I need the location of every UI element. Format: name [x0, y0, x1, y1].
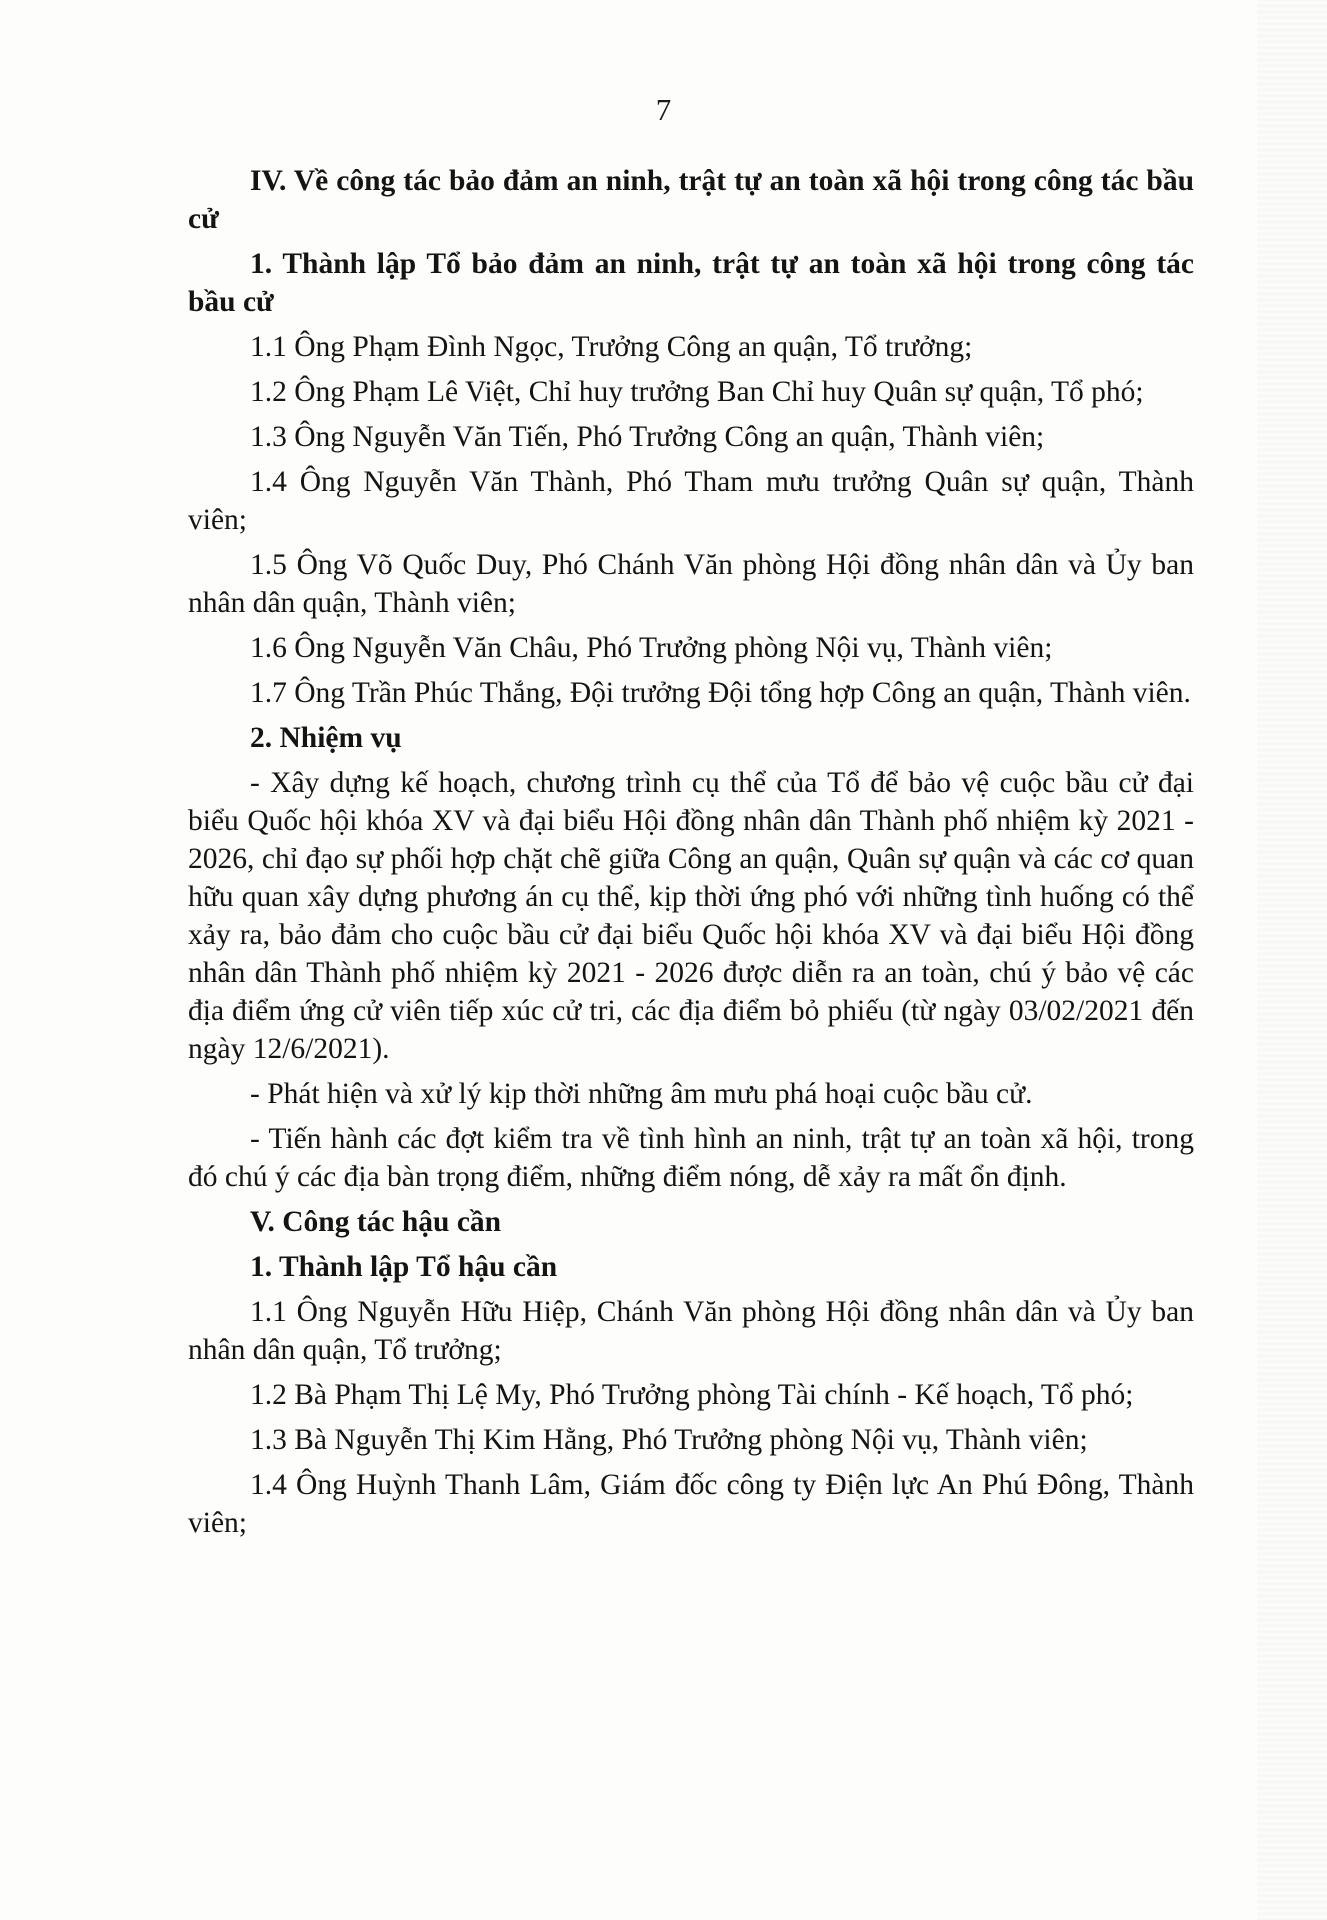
list-item: 1.2 Ông Phạm Lê Việt, Chỉ huy trưởng Ban Chỉ huy Quân sự quận, Tổ phó; [250, 376, 1144, 408]
list-item: 1.5 Ông Võ Quốc Duy, Phó Chánh Văn phòng Hội đồng nhân dân và Ủy ban nhân dân quận, Thành viên; [188, 549, 1194, 619]
task-paragraph: - Tiến hành các đợt kiểm tra về tình hình an ninh, trật tự an toàn xã hội, trong đó chú ý các địa bàn trọng điểm, những điểm nóng, dễ xảy ra mất ổn định. [188, 1123, 1194, 1193]
task-paragraph: - Phát hiện và xử lý kịp thời những âm mưu phá hoại cuộc bầu cử. [250, 1078, 1033, 1110]
section-heading-iv: IV. Về công tác bảo đảm an ninh, trật tự an toàn xã hội trong công tác bầu cử [188, 165, 1194, 235]
section-heading-v: V. Công tác hậu cần [250, 1206, 502, 1238]
page-number: 7 [655, 92, 672, 127]
task-paragraph: - Xây dựng kế hoạch, chương trình cụ thể của Tổ để bảo vệ cuộc bầu cử đại biểu Quốc hội khóa XV và đại biểu Hội đồng nhân dân Thành phố nhiệm kỳ 2021 - 2026, chỉ đạo sự phối hợp chặt chẽ giữa Công an quận, Quân sự quận và các cơ quan hữu quan xây dựng phương án cụ thể, kịp thời ứng phó với những tình huống có thể xảy ra, bảo đảm cho cuộc bầu cử đại biểu Quốc hội khóa XV và đại biểu Hội đồng nhân dân Thành phố nhiệm kỳ 2021 - 2026 được diễn ra an toàn, chú ý bảo vệ các địa điểm ứng cử viên tiếp xúc cử tri, các địa điểm bỏ phiếu (từ ngày 03/02/2021 đến ngày 12/6/2021). [188, 767, 1194, 1065]
list-item: 1.4 Ông Nguyễn Văn Thành, Phó Tham mưu trưởng Quân sự quận, Thành viên; [188, 466, 1194, 536]
list-item: 1.3 Bà Nguyễn Thị Kim Hằng, Phó Trưởng phòng Nội vụ, Thành viên; [250, 1424, 1088, 1456]
list-item: 1.7 Ông Trần Phúc Thắng, Đội trưởng Đội tổng hợp Công an quận, Thành viên. [250, 677, 1191, 709]
document-body [188, 162, 1194, 1549]
subsection-heading-logistics-team: 1. Thành lập Tổ hậu cần [250, 1251, 558, 1283]
subsection-heading-tasks: 2. Nhiệm vụ [250, 722, 402, 754]
list-item: 1.2 Bà Phạm Thị Lệ My, Phó Trưởng phòng Tài chính - Kế hoạch, Tổ phó; [250, 1379, 1134, 1411]
scan-edge-shading [1257, 0, 1327, 1920]
list-item: 1.3 Ông Nguyễn Văn Tiến, Phó Trưởng Công an quận, Thành viên; [250, 421, 1045, 453]
list-item: 1.4 Ông Huỳnh Thanh Lâm, Giám đốc công ty Điện lực An Phú Đông, Thành viên; [188, 1469, 1194, 1539]
list-item: 1.6 Ông Nguyễn Văn Châu, Phó Trưởng phòng Nội vụ, Thành viên; [250, 632, 1053, 664]
list-item: 1.1 Ông Phạm Đình Ngọc, Trưởng Công an quận, Tổ trưởng; [250, 331, 973, 363]
subsection-heading-security-team: 1. Thành lập Tổ bảo đảm an ninh, trật tự an toàn xã hội trong công tác bầu cử [188, 248, 1194, 318]
list-item: 1.1 Ông Nguyễn Hữu Hiệp, Chánh Văn phòng Hội đồng nhân dân và Ủy ban nhân dân quận, Tổ trưởng; [188, 1296, 1194, 1366]
